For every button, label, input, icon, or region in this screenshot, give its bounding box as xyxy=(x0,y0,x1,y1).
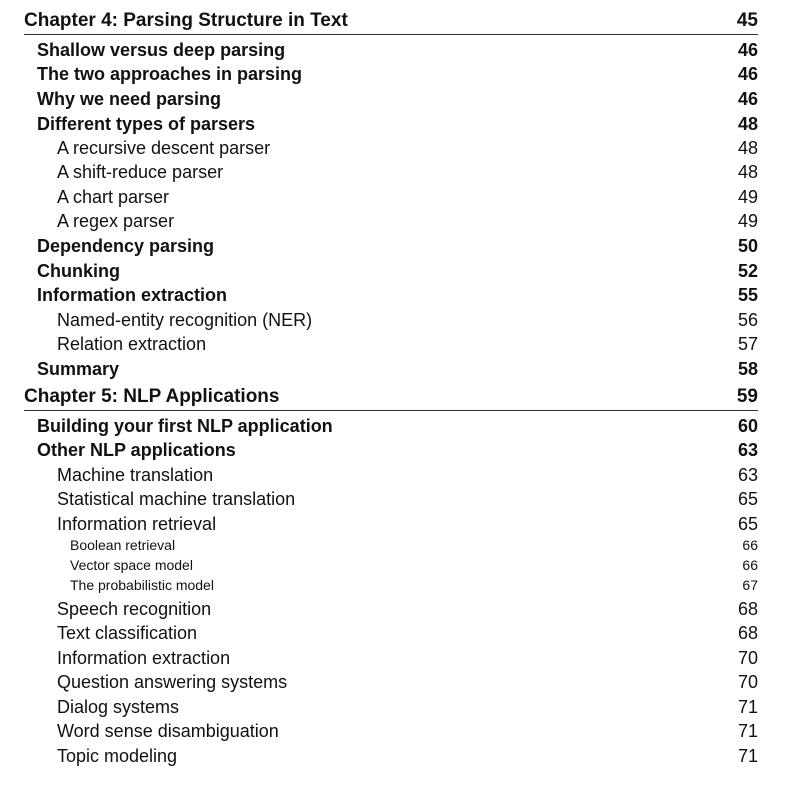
toc-entry-boolean-retrieval[interactable] xyxy=(0,535,800,555)
toc-entry-speech-recognition[interactable] xyxy=(0,597,800,621)
toc-entry-shift-reduce-parser[interactable] xyxy=(0,160,800,184)
entry-title: Topic modeling xyxy=(57,746,178,766)
chapter-title: Chapter 4: Parsing Structure in Text xyxy=(24,10,348,31)
entry-title: A shift-reduce parser xyxy=(57,162,224,182)
toc-entry-text-classification[interactable] xyxy=(0,621,800,645)
toc-entry-information-extraction[interactable] xyxy=(0,283,800,307)
entry-page-number: 65 xyxy=(737,489,758,509)
entry-title: Machine translation xyxy=(57,465,214,485)
entry-title: Information extraction xyxy=(57,648,231,668)
entry-page-number: 67 xyxy=(742,577,758,593)
entry-title: Why we need parsing xyxy=(37,89,222,109)
entry-page-number: 57 xyxy=(737,334,758,354)
chapter-5-heading[interactable] xyxy=(0,385,800,409)
entry-title: Speech recognition xyxy=(57,599,212,619)
toc-entry-building-first-nlp-application[interactable] xyxy=(0,414,800,438)
entry-title: A regex parser xyxy=(57,211,175,231)
toc-entry-dependency-parsing[interactable] xyxy=(0,234,800,258)
entry-title: Statistical machine translation xyxy=(57,489,296,509)
entry-title: Shallow versus deep parsing xyxy=(37,40,286,60)
entry-page-number: 55 xyxy=(737,285,758,305)
entry-title: A recursive descent parser xyxy=(57,138,271,158)
entry-page-number: 46 xyxy=(737,64,758,84)
entry-page-number: 49 xyxy=(737,211,758,231)
entry-title: Chunking xyxy=(37,261,120,281)
entry-page-number: 56 xyxy=(737,310,758,330)
toc-entry-different-types-of-parsers[interactable] xyxy=(0,112,800,136)
toc-entry-summary[interactable] xyxy=(0,357,800,381)
entry-page-number: 66 xyxy=(742,557,758,573)
entry-title: Word sense disambiguation xyxy=(57,721,279,741)
entry-title: Dialog systems xyxy=(57,697,180,717)
entry-page-number: 48 xyxy=(737,114,758,134)
entry-page-number: 71 xyxy=(737,721,758,741)
entry-page-number: 60 xyxy=(737,416,758,436)
toc-entry-relation-extraction[interactable] xyxy=(0,332,800,356)
chapter-page-number: 45 xyxy=(736,10,758,31)
toc-entry-two-approaches-in-parsing[interactable] xyxy=(0,62,800,86)
chapter-4-heading[interactable] xyxy=(0,9,800,33)
entry-page-number: 46 xyxy=(737,40,758,60)
toc-entry-chart-parser[interactable] xyxy=(0,185,800,209)
entry-title: Relation extraction xyxy=(57,334,207,354)
entry-page-number: 70 xyxy=(737,648,758,668)
entry-page-number: 68 xyxy=(737,599,758,619)
entry-title: The two approaches in parsing xyxy=(37,64,303,84)
entry-page-number: 66 xyxy=(742,537,758,553)
entry-title: Vector space model xyxy=(70,557,193,573)
entry-page-number: 58 xyxy=(737,359,758,379)
toc-entry-why-we-need-parsing[interactable] xyxy=(0,87,800,111)
entry-page-number: 68 xyxy=(737,623,758,643)
entry-title: Dependency parsing xyxy=(37,236,215,256)
entry-page-number: 71 xyxy=(737,746,758,766)
toc-entry-information-retrieval[interactable] xyxy=(0,512,800,536)
entry-page-number: 65 xyxy=(737,514,758,534)
entry-page-number: 48 xyxy=(737,138,758,158)
chapter-divider xyxy=(24,34,758,35)
toc-entry-recursive-descent-parser[interactable] xyxy=(0,136,800,160)
entry-title: Different types of parsers xyxy=(37,114,256,134)
toc-entry-probabilistic-model[interactable] xyxy=(0,575,800,595)
entry-title: Named-entity recognition (NER) xyxy=(57,310,313,330)
entry-page-number: 49 xyxy=(737,187,758,207)
entry-page-number: 50 xyxy=(737,236,758,256)
chapter-divider xyxy=(24,410,758,411)
toc-entry-statistical-machine-translation[interactable] xyxy=(0,487,800,511)
toc-entry-regex-parser[interactable] xyxy=(0,209,800,233)
toc-entry-information-extraction-ch5[interactable] xyxy=(0,646,800,670)
toc-entry-machine-translation[interactable] xyxy=(0,463,800,487)
toc-entry-named-entity-recognition[interactable] xyxy=(0,308,800,332)
entry-page-number: 71 xyxy=(737,697,758,717)
toc-entry-topic-modeling[interactable] xyxy=(0,744,800,768)
entry-title: The probabilistic model xyxy=(70,577,214,593)
entry-page-number: 52 xyxy=(737,261,758,281)
toc-entry-vector-space-model[interactable] xyxy=(0,555,800,575)
entry-page-number: 70 xyxy=(737,672,758,692)
entry-title: Question answering systems xyxy=(57,672,288,692)
entry-title: Information extraction xyxy=(37,285,228,305)
toc-entry-shallow-versus-deep-parsing[interactable] xyxy=(0,38,800,62)
entry-page-number: 63 xyxy=(737,465,758,485)
entry-title: Building your first NLP application xyxy=(37,416,333,436)
entry-page-number: 48 xyxy=(737,162,758,182)
entry-title: Summary xyxy=(37,359,120,379)
chapter-title: Chapter 5: NLP Applications xyxy=(24,386,280,407)
chapter-page-number: 59 xyxy=(736,386,758,407)
toc-entry-word-sense-disambiguation[interactable] xyxy=(0,719,800,743)
toc-entry-question-answering-systems[interactable] xyxy=(0,670,800,694)
entry-title: A chart parser xyxy=(57,187,170,207)
toc-entry-dialog-systems[interactable] xyxy=(0,695,800,719)
entry-page-number: 63 xyxy=(737,440,758,460)
entry-page-number: 46 xyxy=(737,89,758,109)
entry-title: Other NLP applications xyxy=(37,440,236,460)
toc-entry-chunking[interactable] xyxy=(0,259,800,283)
toc-entry-other-nlp-applications[interactable] xyxy=(0,438,800,462)
entry-title: Text classification xyxy=(57,623,198,643)
entry-title: Information retrieval xyxy=(57,514,217,534)
entry-title: Boolean retrieval xyxy=(70,537,176,553)
